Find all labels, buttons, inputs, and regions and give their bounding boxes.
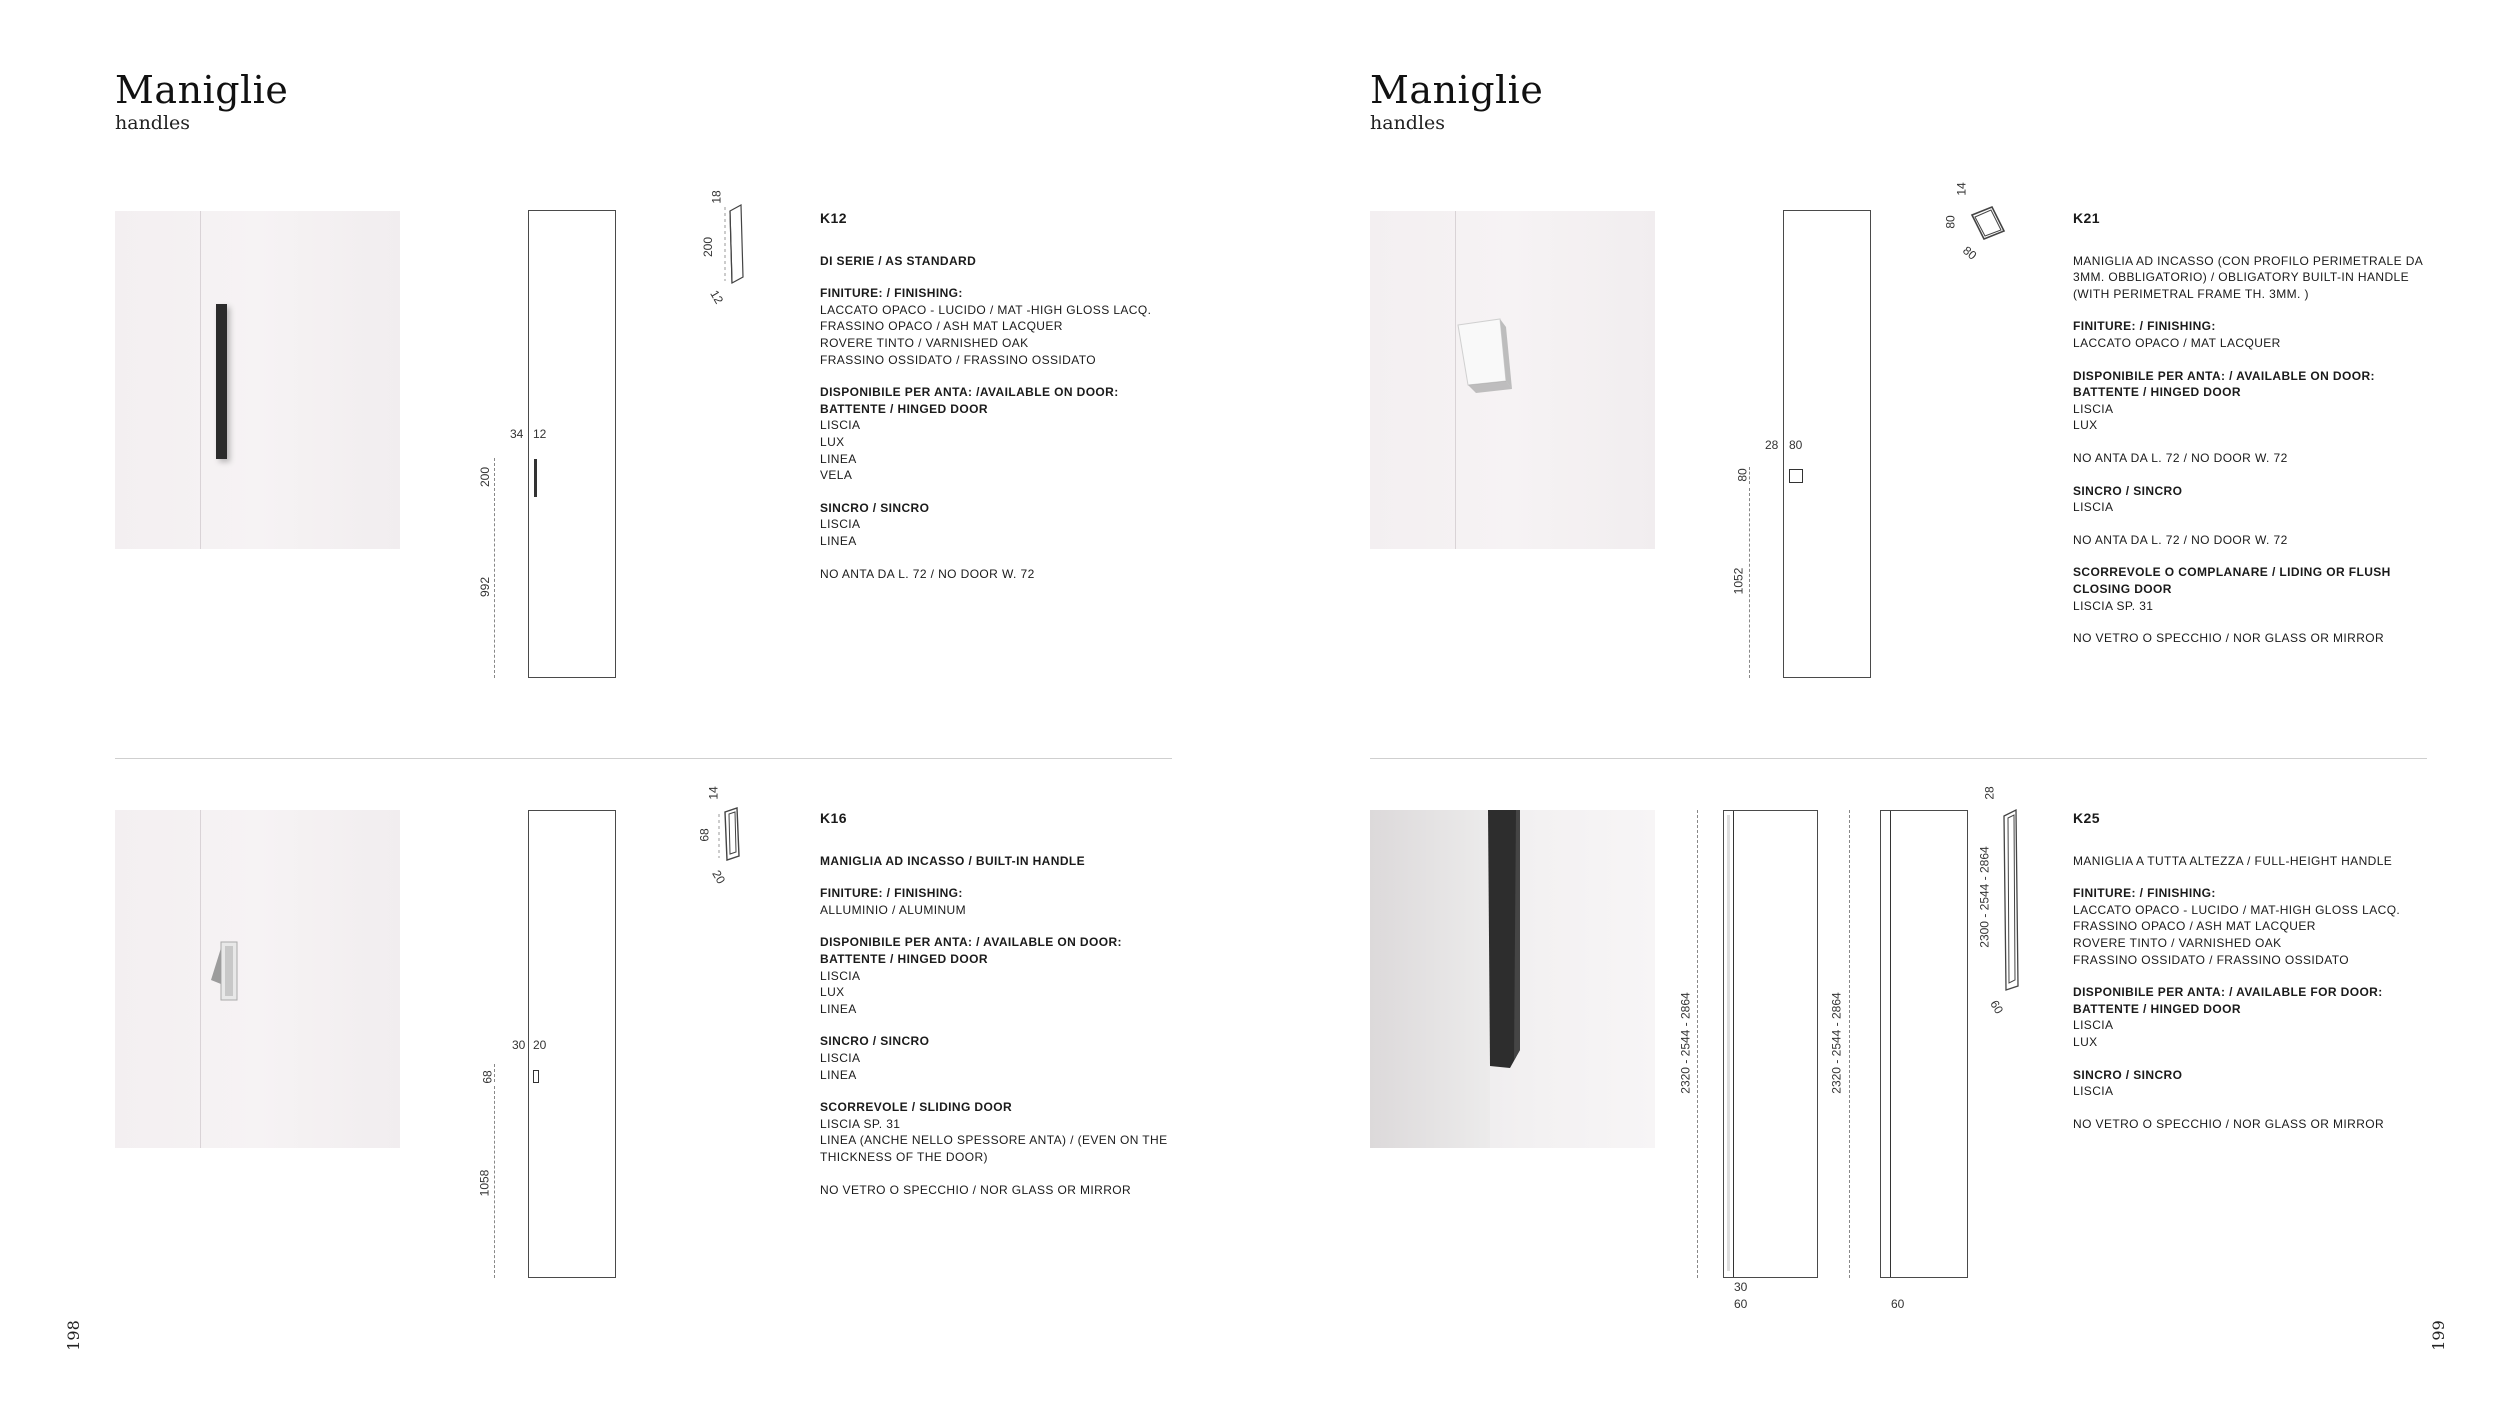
k25-dim-width-a2: 60: [1734, 1297, 1748, 1311]
k25-spec-line: MANIGLIA A TUTTA ALTEZZA / FULL-HEIGHT HANDLE: [2073, 853, 2393, 868]
k21-spec-block: [2073, 483, 2453, 516]
k12-spec-line: FRASSINO OPACO / ASH MAT LACQUER: [820, 319, 1063, 334]
k25-dim-width-b: 60: [1891, 1297, 1905, 1311]
k16-spec-line: LINEA (ANCHE NELLO SPESSORE ANTA) / (EVEN ON THE: [820, 1133, 1168, 1148]
k12-dim-width: 12: [533, 427, 547, 441]
k25-handle-iso-drawing: [1990, 790, 2040, 1000]
k12-dim-floor-height: 992: [478, 576, 493, 598]
k21-dim-offset: 28: [1765, 438, 1779, 452]
k21-spec-line: DISPONIBILE PER ANTA: / AVAILABLE ON DOOR:: [2073, 368, 2375, 383]
k16-spec-line: NO VETRO O SPECCHIO / NOR GLASS OR MIRROR: [820, 1182, 1132, 1197]
k21-dim-floor-height: 1052: [1731, 567, 1746, 595]
k16-spec-line: SCORREVOLE / SLIDING DOOR: [820, 1100, 1013, 1115]
k12-spec-line: FRASSINO OSSIDATO / FRASSINO OSSIDATO: [820, 352, 1096, 367]
k25-full-height-handle: [1480, 810, 1530, 1080]
k16-spec-line: LISCIA SP. 31: [820, 1116, 901, 1131]
k16-product-photo: [115, 810, 400, 1148]
k21-spec-line: LISCIA SP. 31: [2073, 598, 2154, 613]
k16-spec-line: LISCIA: [820, 968, 861, 983]
k16-dim-handle-height: 68: [480, 1070, 495, 1084]
k16-spec-line: SINCRO / SINCRO: [820, 1034, 930, 1049]
k12-iso-dim-depth: 18: [709, 190, 724, 204]
k21-spec-block: [2073, 368, 2453, 434]
page-number-right: 199: [2428, 1320, 2448, 1351]
k21-spec-line: NO ANTA DA L. 72 / NO DOOR W. 72: [2073, 450, 2288, 465]
k12-spec-text: [820, 210, 1200, 598]
k16-spec-line: THICKNESS OF THE DOOR): [820, 1149, 988, 1164]
k21-spec-block: [2073, 450, 2453, 467]
k16-handle-mark: [533, 1070, 539, 1083]
k25-spec-line: LISCIA: [2073, 1018, 2114, 1033]
k16-iso-dim-width: 20: [709, 867, 729, 887]
section-divider-right: [1370, 758, 2427, 759]
k25-dim-height-b: 2320 - 2544 - 2864: [1829, 992, 1844, 1094]
k16-spec-block: [820, 1099, 1200, 1165]
k12-spec-block: [820, 285, 1200, 368]
k16-dimline-floor: [494, 1086, 495, 1278]
k12-product-photo: [115, 211, 400, 549]
k16-spec-block: [820, 1182, 1200, 1199]
k12-spec-line: FINITURE: / FINISHING:: [820, 286, 963, 301]
k25-dim-width-a1: 30: [1734, 1280, 1748, 1294]
k16-iso-dim-depth: 14: [706, 786, 721, 800]
k25-spec-text: [2073, 810, 2453, 1148]
k12-iso-dim-height: 200: [701, 236, 716, 258]
k25-spec-line: DISPONIBILE PER ANTA: / AVAILABLE FOR DOOR:: [2073, 985, 2383, 1000]
k12-spec-line: NO ANTA DA L. 72 / NO DOOR W. 72: [820, 566, 1035, 581]
k25-spec-line: LACCATO OPACO - LUCIDO / MAT-HIGH GLOSS LACQ.: [2073, 902, 2401, 917]
k25-dimline-height-a: [1697, 810, 1698, 1278]
k25-spec-block: [2073, 853, 2453, 870]
k25-spec-line: FRASSINO OSSIDATO / FRASSINO OSSIDATO: [2073, 952, 2349, 967]
k12-spec-block: [820, 253, 1200, 270]
k12-spec-line: SINCRO / SINCRO: [820, 500, 930, 515]
k25-spec-line: NO VETRO O SPECCHIO / NOR GLASS OR MIRROR: [2073, 1116, 2385, 1131]
k21-spec-block: [2073, 532, 2453, 549]
k16-spec-block: [820, 885, 1200, 918]
k21-product-code: K21: [2073, 210, 2100, 226]
k16-spec-line: MANIGLIA AD INCASSO / BUILT-IN HANDLE: [820, 853, 1086, 868]
k16-spec-line: LINEA: [820, 1001, 857, 1016]
k12-spec-line: DI SERIE / AS STANDARD: [820, 253, 977, 268]
k25-dim-height-a: 2320 - 2544 - 2864: [1678, 992, 1693, 1094]
k21-spec-line: (WITH PERIMETRAL FRAME TH. 3MM. ): [2073, 286, 2309, 301]
k25-spec-line: LUX: [2073, 1034, 2098, 1049]
k12-iso-dim-width: 12: [707, 287, 727, 307]
k21-spec-block: [2073, 253, 2453, 303]
k16-spec-line: BATTENTE / HINGED DOOR: [820, 951, 988, 966]
k25-spec-line: LISCIA: [2073, 1084, 2114, 1099]
k12-spec-line: ROVERE TINTO / VARNISHED OAK: [820, 335, 1029, 350]
k16-handle-iso-drawing: [705, 790, 765, 880]
k21-spec-line: SINCRO / SINCRO: [2073, 483, 2183, 498]
page-title-left: Maniglie: [115, 68, 289, 112]
k16-spec-line: ALLUMINIO / ALUMINUM: [820, 902, 967, 917]
k12-spec-line: LISCIA: [820, 418, 861, 433]
k25-spec-line: ROVERE TINTO / VARNISHED OAK: [2073, 935, 2282, 950]
k25-iso-dim-height: 2300 - 2544 - 2864: [1977, 846, 1992, 948]
k21-iso-dim-height: 80: [1943, 215, 1958, 229]
k12-handle-mark: [534, 459, 537, 497]
page-subtitle-left: handles: [115, 112, 191, 134]
k25-product-photo: [1370, 810, 1655, 1148]
k16-spec-block: [820, 934, 1200, 1017]
k21-spec-line: LISCIA: [2073, 401, 2114, 416]
page-title-right: Maniglie: [1370, 68, 1544, 112]
k21-spec-line: FINITURE: / FINISHING:: [2073, 319, 2216, 334]
k21-spec-line: CLOSING DOOR: [2073, 581, 2172, 596]
k16-spec-text: [820, 810, 1200, 1214]
k25-spec-line: FINITURE: / FINISHING:: [2073, 886, 2216, 901]
k12-door-drawing: [528, 210, 616, 678]
k12-dimline-handle: [494, 458, 495, 496]
k21-spec-block: [2073, 630, 2453, 647]
k25-product-code: K25: [2073, 810, 2100, 826]
k25-door-drawing-b: [1880, 810, 1968, 1278]
k25-iso-dim-width: 60: [1987, 997, 2007, 1017]
k21-spec-line: 3MM. OBBLIGATORIO) / OBLIGATORY BUILT-IN HANDLE: [2073, 270, 2409, 285]
k12-dimline-floor: [494, 498, 495, 678]
k16-recessed-handle: [203, 940, 253, 1020]
k12-spec-line: LUX: [820, 434, 845, 449]
k21-spec-line: LUX: [2073, 418, 2098, 433]
k25-handle-profile-b: [1881, 811, 1891, 1277]
k25-spec-line: SINCRO / SINCRO: [2073, 1067, 2183, 1082]
k25-spec-block: [2073, 885, 2453, 968]
k12-spec-line: LINEA: [820, 451, 857, 466]
k16-dim-offset: 30: [512, 1038, 526, 1052]
k21-spec-block: [2073, 564, 2453, 614]
k12-spec-line: DISPONIBILE PER ANTA: /AVAILABLE ON DOOR:: [820, 385, 1119, 400]
k12-spec-line: LINEA: [820, 533, 857, 548]
k12-spec-line: BATTENTE / HINGED DOOR: [820, 401, 988, 416]
section-divider-left: [115, 758, 1172, 759]
k21-spec-text: [2073, 210, 2453, 663]
k12-spec-block: [820, 384, 1200, 484]
k16-dim-floor-height: 1058: [477, 1169, 492, 1197]
k21-spec-line: LISCIA: [2073, 500, 2114, 515]
k21-iso-dim-width: 80: [1960, 243, 1980, 263]
k21-spec-line: BATTENTE / HINGED DOOR: [2073, 385, 2241, 400]
k12-dim-handle-height: 200: [478, 466, 493, 488]
k25-spec-block: [2073, 984, 2453, 1050]
k21-spec-line: NO VETRO O SPECCHIO / NOR GLASS OR MIRROR: [2073, 631, 2385, 646]
k16-spec-line: FINITURE: / FINISHING:: [820, 886, 963, 901]
k16-spec-block: [820, 1033, 1200, 1083]
k25-iso-dim-depth: 28: [1982, 786, 1997, 800]
k12-spec-line: VELA: [820, 468, 853, 483]
k16-spec-line: LUX: [820, 985, 845, 1000]
k12-dim-offset: 34: [510, 427, 524, 441]
k25-spec-line: FRASSINO OPACO / ASH MAT LACQUER: [2073, 919, 2316, 934]
page-number-left: 198: [63, 1320, 83, 1351]
k21-spec-line: LACCATO OPACO / MAT LACQUER: [2073, 335, 2281, 350]
k21-spec-line: SCORREVOLE O COMPLANARE / LIDING OR FLUSH: [2073, 565, 2391, 580]
k12-spec-block: [820, 500, 1200, 550]
k25-spec-line: BATTENTE / HINGED DOOR: [2073, 1001, 2241, 1016]
k21-spec-block: [2073, 318, 2453, 351]
k25-spec-block: [2073, 1067, 2453, 1100]
k21-dimline-floor: [1749, 488, 1750, 678]
k25-door-drawing-a: [1723, 810, 1818, 1278]
k16-spec-line: DISPONIBILE PER ANTA: / AVAILABLE ON DOOR:: [820, 935, 1122, 950]
k16-iso-dim-height: 68: [697, 828, 712, 842]
k12-spec-line: LACCATO OPACO - LUCIDO / MAT -HIGH GLOSS LACQ.: [820, 302, 1152, 317]
k12-product-code: K12: [820, 210, 847, 226]
k21-spec-line: MANIGLIA AD INCASSO (CON PROFILO PERIMETRALE DA: [2073, 253, 2424, 268]
page-subtitle-right: handles: [1370, 112, 1446, 134]
k21-spec-line: NO ANTA DA L. 72 / NO DOOR W. 72: [2073, 532, 2288, 547]
k25-spec-block: [2073, 1116, 2453, 1133]
k21-recessed-handle: [1448, 319, 1518, 409]
k16-spec-line: LISCIA: [820, 1050, 861, 1065]
k12-bar-handle: [216, 304, 227, 459]
k21-iso-dim-depth: 14: [1954, 182, 1969, 196]
k21-dim-width: 80: [1789, 438, 1803, 452]
k21-product-photo: [1370, 211, 1655, 549]
k16-dim-width: 20: [533, 1038, 547, 1052]
k21-handle-mark: [1789, 469, 1803, 483]
k21-dim-handle-height: 80: [1735, 468, 1750, 482]
k25-dimline-height-b: [1849, 810, 1850, 1278]
k16-product-code: K16: [820, 810, 847, 826]
k16-spec-block: [820, 853, 1200, 870]
k12-spec-line: LISCIA: [820, 517, 861, 532]
k12-spec-block: [820, 566, 1200, 583]
k16-spec-line: LINEA: [820, 1067, 857, 1082]
